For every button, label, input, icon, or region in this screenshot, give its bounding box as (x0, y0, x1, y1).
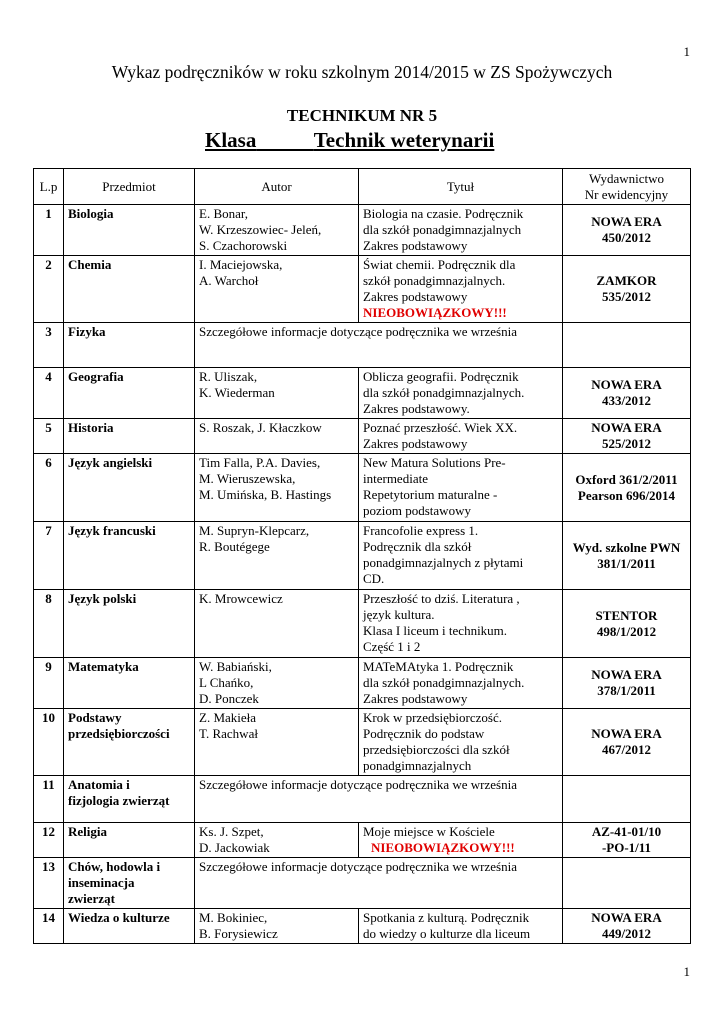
not-mandatory-badge: NIEOBOWIĄZKOWY!!! (371, 840, 515, 855)
author-cell (195, 205, 359, 256)
row-number: 10 (34, 709, 64, 776)
publisher-cell (563, 419, 691, 454)
publisher-cell (563, 776, 691, 823)
table-row (34, 323, 691, 368)
author-line: L Chańko, (199, 675, 254, 690)
row-number: 14 (34, 909, 64, 944)
table-body (34, 205, 691, 944)
not-mandatory-badge: NIEOBOWIĄZKOWY!!! (363, 305, 507, 320)
subject-cell (64, 205, 195, 256)
title-line: do wiedzy o kulturze dla liceum (363, 926, 531, 941)
title-line: Repetytorium maturalne - (363, 487, 498, 502)
header-publisher-line2: Nr ewidencyjny (584, 186, 669, 202)
details-note-cell: Szczegółowe informacje dotyczące podręcznika we września (195, 858, 563, 909)
row-number: 13 (34, 858, 64, 909)
publisher-line: NOWA ERA (591, 910, 662, 925)
subject-cell (64, 658, 195, 709)
table-row (34, 823, 691, 858)
title-line: Zakres podstawowy (363, 436, 468, 451)
author-cell (195, 909, 359, 944)
publisher-cell (563, 368, 691, 419)
publisher-line: NOWA ERA (591, 667, 662, 682)
subject-line: inseminacja (68, 875, 135, 890)
header-publisher-line1: Wydawnictwo (588, 170, 665, 186)
title-line: przedsiębiorczości dla szkół (363, 742, 510, 757)
class-name: Technik weterynarii (313, 128, 495, 152)
row-number: 2 (34, 256, 64, 323)
title-line: Podręcznik dla szkół (363, 539, 472, 554)
author-line: S. Roszak, J. Kłaczkow (199, 420, 322, 435)
publisher-line: STENTOR (595, 607, 658, 623)
subject-line: Chemia (68, 257, 112, 272)
subject-line: fizjologia zwierząt (68, 793, 170, 808)
publisher-line: 450/2012 (601, 230, 652, 245)
row-number: 12 (34, 823, 64, 858)
subject-line: Język francuski (68, 523, 156, 538)
title-cell (359, 590, 563, 658)
author-cell (195, 454, 359, 522)
author-cell (195, 658, 359, 709)
author-line: M. Bokiniec, (199, 910, 268, 925)
row-number: 9 (34, 658, 64, 709)
publisher-line: 381/1/2011 (597, 555, 656, 571)
author-line: M. Supryn-Klepcarz, (199, 523, 310, 538)
table-row (34, 522, 691, 590)
row-number: 4 (34, 368, 64, 419)
title-line: Zakres podstawowy (363, 691, 468, 706)
title-line: New Matura Solutions Pre- (363, 455, 506, 470)
subject-line: Język polski (68, 591, 137, 606)
table-header-row (34, 169, 691, 205)
subject-line: Podstawy (68, 710, 122, 725)
publisher-line: 525/2012 (601, 436, 652, 451)
subject-line: przedsiębiorczości (68, 726, 170, 741)
publisher-cell (563, 522, 691, 590)
publisher-line: 378/1/2011 (597, 683, 656, 698)
subject-cell (64, 858, 195, 909)
author-line: B. Forysiewicz (199, 926, 278, 941)
table-row (34, 256, 691, 323)
textbook-table (33, 168, 691, 944)
publisher-cell (563, 590, 691, 658)
author-line: R. Uliszak, (199, 369, 258, 384)
publisher-cell (563, 205, 691, 256)
subject-cell (64, 823, 195, 858)
title-line: Biologia na czasie. Podręcznik (363, 206, 524, 221)
author-cell (195, 419, 359, 454)
subject-line: Wiedza o kulturze (68, 910, 170, 925)
subject-line: Biologia (68, 206, 114, 221)
class-title (205, 128, 494, 153)
publisher-line: NOWA ERA (591, 726, 662, 741)
author-line: M. Umińska, B. Hastings (199, 487, 332, 502)
subject-cell (64, 368, 195, 419)
title-line: język kultura. (363, 607, 435, 622)
subject-line: Język angielski (68, 455, 153, 470)
subject-line: Historia (68, 420, 114, 435)
author-line: W. Babiański, (199, 659, 272, 674)
title-line: MATeMAtyka 1. Podręcznik (363, 659, 514, 674)
publisher-line: Pearson 696/2014 (577, 487, 676, 503)
title-line: poziom podstawowy (363, 503, 471, 518)
title-line: Świat chemii. Podręcznik dla (363, 257, 516, 272)
table-row (34, 776, 691, 823)
row-number: 3 (34, 323, 64, 368)
author-line: I. Maciejowska, (199, 257, 283, 272)
page-number-top: 1 (683, 44, 690, 59)
row-number: 8 (34, 590, 64, 658)
title-cell (359, 658, 563, 709)
subject-cell (64, 776, 195, 823)
author-line: M. Wieruszewska, (199, 471, 296, 486)
author-line: Tim Falla, P.A. Davies, (199, 455, 321, 470)
row-number: 7 (34, 522, 64, 590)
publisher-line: Oxford 361/2/2011 (575, 471, 678, 487)
details-note-cell: Szczegółowe informacje dotyczące podręcznika we września (195, 776, 563, 823)
subject-line: Geografia (68, 369, 124, 384)
author-cell (195, 590, 359, 658)
title-line: Zakres podstawowy (363, 289, 468, 304)
title-line: Poznać przeszłość. Wiek XX. (363, 420, 518, 435)
subject-cell (64, 709, 195, 776)
table-row (34, 205, 691, 256)
publisher-cell (563, 658, 691, 709)
row-number: 1 (34, 205, 64, 256)
title-line: dla szkół ponadgimnazjalnych (363, 222, 522, 237)
header-lp: L.p (34, 169, 64, 205)
table-row (34, 454, 691, 522)
publisher-line: ZAMKOR (596, 273, 657, 288)
publisher-line: NOWA ERA (591, 377, 662, 392)
subject-cell (64, 909, 195, 944)
author-cell (195, 256, 359, 323)
title-line: Spotkania z kulturą. Podręcznik (363, 910, 530, 925)
title-line: ponadgimnazjalnych (363, 758, 472, 773)
subject-line: Fizyka (68, 324, 106, 339)
subject-cell (64, 419, 195, 454)
publisher-cell (563, 858, 691, 909)
row-number: 6 (34, 454, 64, 522)
subject-cell (64, 522, 195, 590)
header-publisher (563, 169, 691, 205)
subject-cell (64, 256, 195, 323)
table-row (34, 368, 691, 419)
publisher-line: NOWA ERA (591, 420, 662, 435)
title-line: Przeszłość to dziś. Literatura , (363, 591, 520, 606)
publisher-line: -PO-1/11 (601, 840, 652, 855)
author-line: T. Rachwał (199, 726, 258, 741)
author-cell (195, 823, 359, 858)
publisher-line: 467/2012 (601, 742, 652, 757)
header-title: Tytuł (359, 169, 563, 205)
title-cell (359, 368, 563, 419)
author-line: D. Ponczek (199, 691, 259, 706)
title-line: CD. (363, 571, 385, 586)
school-name: TECHNIKUM NR 5 (286, 106, 438, 125)
title-line: Krok w przedsiębiorczość. (363, 710, 502, 725)
publisher-cell (563, 823, 691, 858)
title-line: ponadgimnazjalnych z płytami (363, 555, 524, 570)
author-line: R. Boutégege (199, 539, 270, 554)
subject-line: Matematyka (68, 659, 139, 674)
details-note-cell: Szczegółowe informacje dotyczące podręcznika we września (195, 323, 563, 368)
title-line: Francofolie express 1. (363, 523, 479, 538)
publisher-line: 449/2012 (601, 926, 652, 941)
title-line: dla szkół ponadgimnazjalnych. (363, 675, 525, 690)
title-cell (359, 909, 563, 944)
publisher-line: 433/2012 (601, 393, 652, 408)
table-row (34, 658, 691, 709)
author-line: E. Bonar, (199, 206, 248, 221)
publisher-cell (563, 256, 691, 323)
author-line: Ks. J. Szpet, (199, 824, 264, 839)
page-number-bottom: 1 (683, 964, 690, 979)
subject-line: Religia (68, 824, 107, 839)
title-cell (359, 709, 563, 776)
publisher-cell (563, 909, 691, 944)
author-line: W. Krzeszowiec- Jeleń, (199, 222, 322, 237)
table-row (34, 909, 691, 944)
author-line: D. Jackowiak (199, 840, 270, 855)
title-line: Klasa I liceum i technikum. (363, 623, 508, 638)
publisher-cell (563, 323, 691, 368)
author-cell (195, 522, 359, 590)
title-line: Zakres podstawowy. (363, 401, 470, 416)
title-cell (359, 205, 563, 256)
title-line: Oblicza geografii. Podręcznik (363, 369, 519, 384)
title-line: Zakres podstawowy (363, 238, 468, 253)
author-line: S. Czachorowski (199, 238, 288, 253)
document-heading: Wykaz podręczników w roku szkolnym 2014/2015 w ZS Spożywczych (111, 62, 613, 82)
author-line: K. Mrowcewicz (199, 591, 283, 606)
title-line: intermediate (363, 471, 428, 486)
publisher-line: AZ-41-01/10 (591, 824, 662, 839)
header-subject: Przedmiot (64, 169, 195, 205)
subject-line: Anatomia i (68, 777, 130, 792)
author-cell (195, 368, 359, 419)
publisher-cell (563, 709, 691, 776)
publisher-line: NOWA ERA (591, 214, 662, 229)
row-number: 11 (34, 776, 64, 823)
table-row (34, 858, 691, 909)
publisher-line: 498/1/2012 (596, 623, 657, 639)
title-line: Podręcznik do podstaw (363, 726, 485, 741)
subject-line: Chów, hodowla i (68, 859, 161, 874)
title-cell (359, 256, 563, 323)
table-row (34, 590, 691, 658)
class-label: Klasa (205, 128, 257, 152)
author-cell (195, 709, 359, 776)
row-number: 5 (34, 419, 64, 454)
subject-cell (64, 590, 195, 658)
subject-cell (64, 454, 195, 522)
title-cell (359, 522, 563, 590)
table-row (34, 419, 691, 454)
title-cell (359, 823, 563, 858)
author-line: K. Wiederman (199, 385, 275, 400)
title-line: szkół ponadgimnazjalnych. (363, 273, 506, 288)
publisher-cell (563, 454, 691, 522)
title-cell (359, 454, 563, 522)
publisher-line: 535/2012 (601, 289, 652, 304)
title-line: dla szkół ponadgimnazjalnych. (363, 385, 525, 400)
title-line: Moje miejsce w Kościele (363, 824, 495, 839)
header-author: Autor (195, 169, 359, 205)
publisher-line: Wyd. szkolne PWN (572, 539, 681, 555)
author-line: Z. Makieła (199, 710, 257, 725)
title-cell (359, 419, 563, 454)
title-line: Część 1 i 2 (363, 639, 421, 654)
table-row (34, 709, 691, 776)
subject-line: zwierząt (68, 891, 115, 906)
subject-cell (64, 323, 195, 368)
author-line: A. Warchoł (199, 273, 259, 288)
